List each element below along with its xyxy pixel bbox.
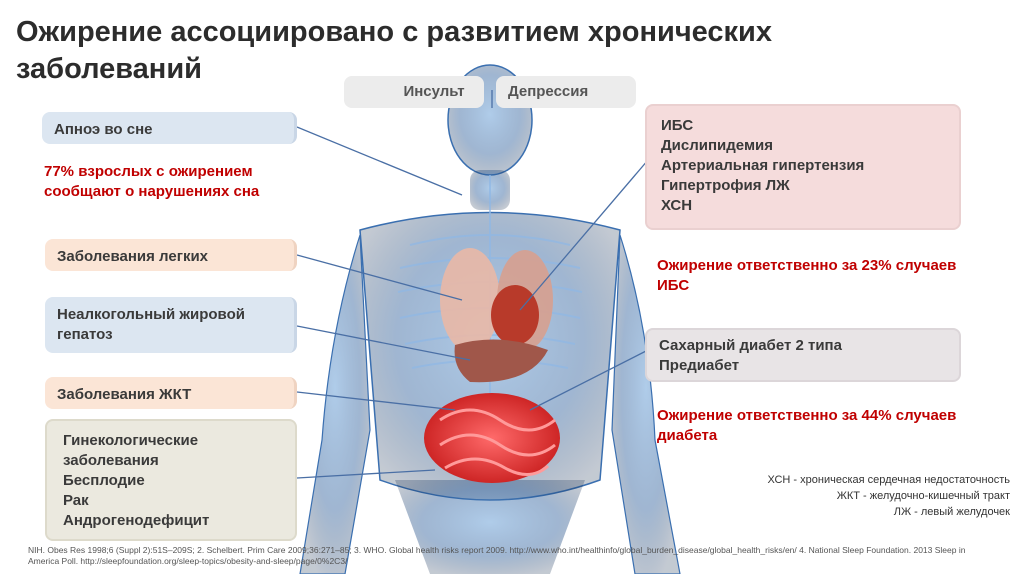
- diabetes-box: [645, 328, 961, 382]
- lung-box: [45, 239, 297, 271]
- cardio-item: ИБС: [661, 117, 694, 134]
- intestines-illustration: [424, 393, 560, 483]
- cardio-item: ХСН: [661, 197, 693, 214]
- legend-item: ХСН - хроническая сердечная недостаточность: [767, 474, 1010, 486]
- apnea-label: Апноэ во сне: [54, 121, 153, 138]
- legend-item: ЛЖ - левый желудочек: [893, 506, 1010, 518]
- ibs-note: Ожирение ответственно за 23% случаев ИБС: [657, 257, 957, 294]
- gi-box: [45, 377, 297, 409]
- lung-label: Заболевания легких: [57, 248, 209, 265]
- heart-illustration: [491, 285, 539, 345]
- liver-label: Неалкогольный жировой гепатоз: [57, 306, 245, 343]
- sleep-note: 77% взрослых с ожирением сообщают о нарушениях сна: [44, 163, 260, 200]
- tag-depression: [496, 76, 636, 108]
- cardio-item: Дислипидемия: [661, 137, 774, 154]
- abbreviation-legend: [768, 472, 1010, 520]
- apnea-box: [42, 112, 297, 144]
- diabetes-item: Предиабет: [659, 357, 740, 374]
- page-title: Ожирение ассоциировано с развитием хронических заболеваний: [16, 16, 773, 85]
- tag-stroke: [344, 76, 484, 108]
- gyn-item: Андрогенодефицит: [63, 512, 210, 529]
- gyn-item: Гинекологические заболевания: [63, 432, 199, 469]
- diabetes-item: Сахарный диабет 2 типа: [659, 337, 842, 354]
- gyn-box: [45, 419, 297, 541]
- diabetes-note: Ожирение ответственно за 44% случаев диабета: [657, 407, 957, 444]
- references: NIH. Obes Res 1998;6 (Suppl 2):51S–209S; 2. Schelbert. Prim Care 2009;36:271–85; 3. WHO. Global health risks report 2009. http://www.who.int/healthinfo/global_burden_disease/global_health_risks/en/ 4. National Sleep Foundation. 2013 Sleep in America Poll. http://sleepfoundation.org/sleep-topics/obesity-and-sleep/page/0%2C3/: [28, 545, 966, 566]
- gyn-item: Бесплодие: [63, 472, 145, 489]
- cardio-item: Артериальная гипертензия: [661, 157, 865, 174]
- gyn-item: Рак: [63, 492, 89, 509]
- gi-label: Заболевания ЖКТ: [57, 386, 192, 403]
- cardio-box: [645, 104, 961, 230]
- legend-item: ЖКТ - желудочно-кишечный тракт: [836, 490, 1010, 502]
- tag-depression-label: Депрессия: [508, 83, 589, 100]
- cardio-item: Гипертрофия ЛЖ: [661, 177, 790, 194]
- liver-box: [45, 297, 297, 353]
- tag-stroke-label: Инсульт: [403, 83, 465, 100]
